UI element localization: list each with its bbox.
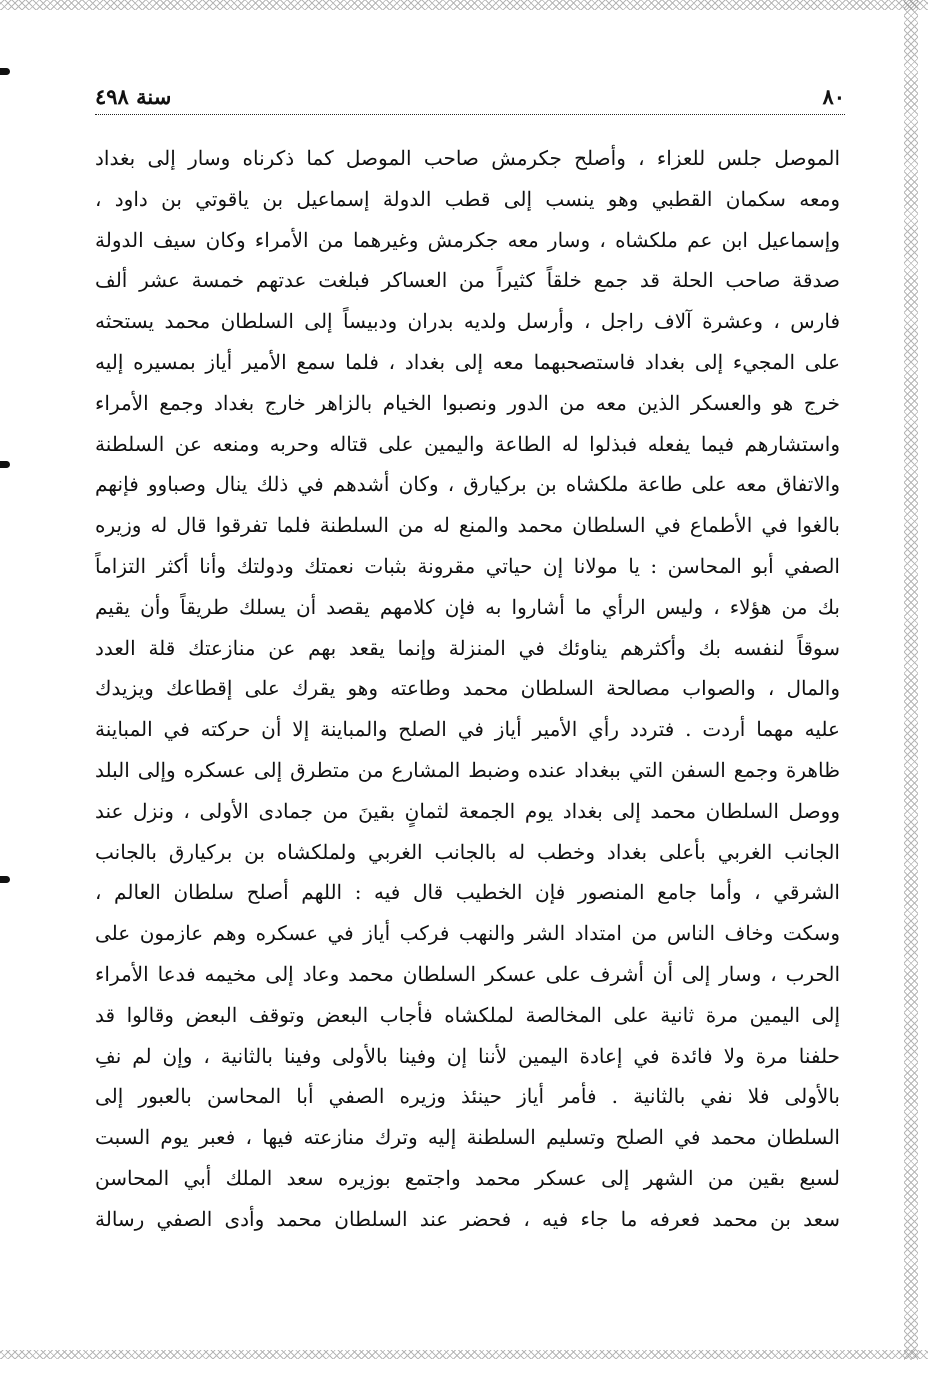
- text-line: السلطان محمد في الصلح وتسليم السلطنة إليه وترك منازعته فيها ، فعبر يوم السبت: [95, 1125, 840, 1150]
- text-line: بالأولى فلا نفي بالثانية . فأمر أياز حينئذ وزيره الصفي أبا المحاسن بالعبور إلى: [95, 1084, 840, 1109]
- text-line: صدقة صاحب الحلة قد جمع خلقاً كثيراً من العساكر فبلغت عدتهم خمسة عشر ألف: [95, 268, 840, 293]
- text-line: واستشارهم فيما يفعله فبذلوا له الطاعة واليمين على قتاله وحربه ومنعه عن السلطنة: [95, 431, 840, 456]
- text-line: وإسماعيل ابن عم ملكشاه ، وسار معه جكرمش وغيرهما من الأمراء وكان سيف الدولة: [95, 227, 840, 252]
- text-line: سعد بن محمد فعرفه ما جاء فيه ، فحضر عند السلطان محمد وأدى الصفي رسالة: [95, 1206, 840, 1231]
- text-line: سوقاً لنفسه بك وأكثرهم يناوئك في المنزلة وإنما يقعد بهم عن منازعتك قلة العدد: [95, 635, 840, 660]
- page-border-right: [904, 0, 918, 1360]
- page-header: [95, 84, 845, 114]
- text-line: فارس ، وعشرة آلاف راجل ، وأرسل ولديه بدران ودبيساً إلى السلطان محمد يستحثه: [95, 309, 840, 334]
- header-divider: [95, 114, 845, 115]
- binding-hole-mark: [0, 68, 10, 75]
- binding-hole-mark: [0, 461, 10, 468]
- text-line: وسكت وخاف الناس من امتداد الشر والنهب فركب أياز في عسكره وهم عازمون على: [95, 921, 840, 946]
- text-line: إلى اليمين مرة ثانية على المخالصة لملكشاه فأجاب البعض وتوقف البعض وقالوا قد: [95, 1002, 840, 1027]
- text-line: الشرقي ، وأما جامع المنصور فإن الخطيب قال فيه : اللهم أصلح سلطان العالم ،: [95, 880, 840, 905]
- text-line: لسبع بقين من الشهر إلى عسكر محمد واجتمع بوزيره سعد الملك أبي المحاسن: [95, 1165, 840, 1190]
- page-border-bottom: [0, 1350, 928, 1359]
- text-line: والاتفاق معه على طاعة ملكشاه بن بركيارق ، وكان أشدهم في ذلك ينال وصباوو فإنهم: [95, 472, 840, 497]
- page-number: ٨٠: [822, 84, 845, 109]
- text-line: الصفي أبو المحاسن : يا مولانا إن حياتي مقرونة بثبات نعمتك ودولتك وأنا أكثر التزاماً: [95, 553, 840, 578]
- text-line: ومعه سكمان القطبي وهو ينسب إلى قطب الدولة إسماعيل بن ياقوتي بن داود ،: [95, 186, 840, 211]
- text-line: الموصل جلس للعزاء ، وأصلح جكرمش صاحب الموصل كما ذكرناه وسار إلى بغداد: [95, 146, 840, 170]
- body-text: [95, 138, 840, 1240]
- page-border-top: [0, 0, 928, 10]
- text-line: حلفنا مرة ولا فائدة في إعادة اليمين لأننا إن وفينا بالأولى وفينا بالثانية ، وإن لم نفِ: [95, 1043, 840, 1068]
- text-line: الحرب ، وسار إلى أن أشرف على عسكر السلطان محمد وعاد إلى مخيمه فدعا الأمراء: [95, 961, 840, 986]
- text-line: بالغوا في الأطماع في السلطان محمد والمنع له من السلطنة فلما تفرقوا قال له وزيره: [95, 513, 840, 538]
- text-line: ظاهرة وجمع السفن التي ببغداد عنده وضبط المشارع من متطرق إلى عسكره وإلى البلد: [95, 757, 840, 782]
- text-line: خرج هو والعسكر الذين معه من الدور ونصبوا الخيام بالزاهر خارج بغداد وجمع الأمراء: [95, 390, 840, 415]
- text-line: ووصل السلطان محمد إلى بغداد يوم الجمعة لثمانٍ بقينَ من جمادى الأولى ، ونزل عند: [95, 798, 840, 823]
- binding-hole-mark: [0, 876, 10, 883]
- text-line: الجانب الغربي بأعلى بغداد وخطب له بالجانب الغربي ولملكشاه بن بركيارق بالجانب: [95, 839, 840, 864]
- text-line: على المجيء إلى بغداد فاستصحبهما معه إلى بغداد ، فلما سمع الأمير أياز بمسيره إليه: [95, 349, 840, 374]
- text-line: بك من هؤلاء ، وليس الرأي ما أشاروا به فإن كلامهم يقصد أن يسلك طريقاً وأن يقيم: [95, 594, 840, 619]
- text-line: عليه مهما أردت . فتردد رأي الأمير أياز في الصلح والمباينة إلا أن حركته في المباينة: [95, 717, 840, 742]
- text-line: والمال ، والصواب مصالحة السلطان محمد وطاعته وهو يقرك على إقطاعك ويزيدك: [95, 676, 840, 701]
- running-title: سنة ٤٩٨: [95, 84, 172, 109]
